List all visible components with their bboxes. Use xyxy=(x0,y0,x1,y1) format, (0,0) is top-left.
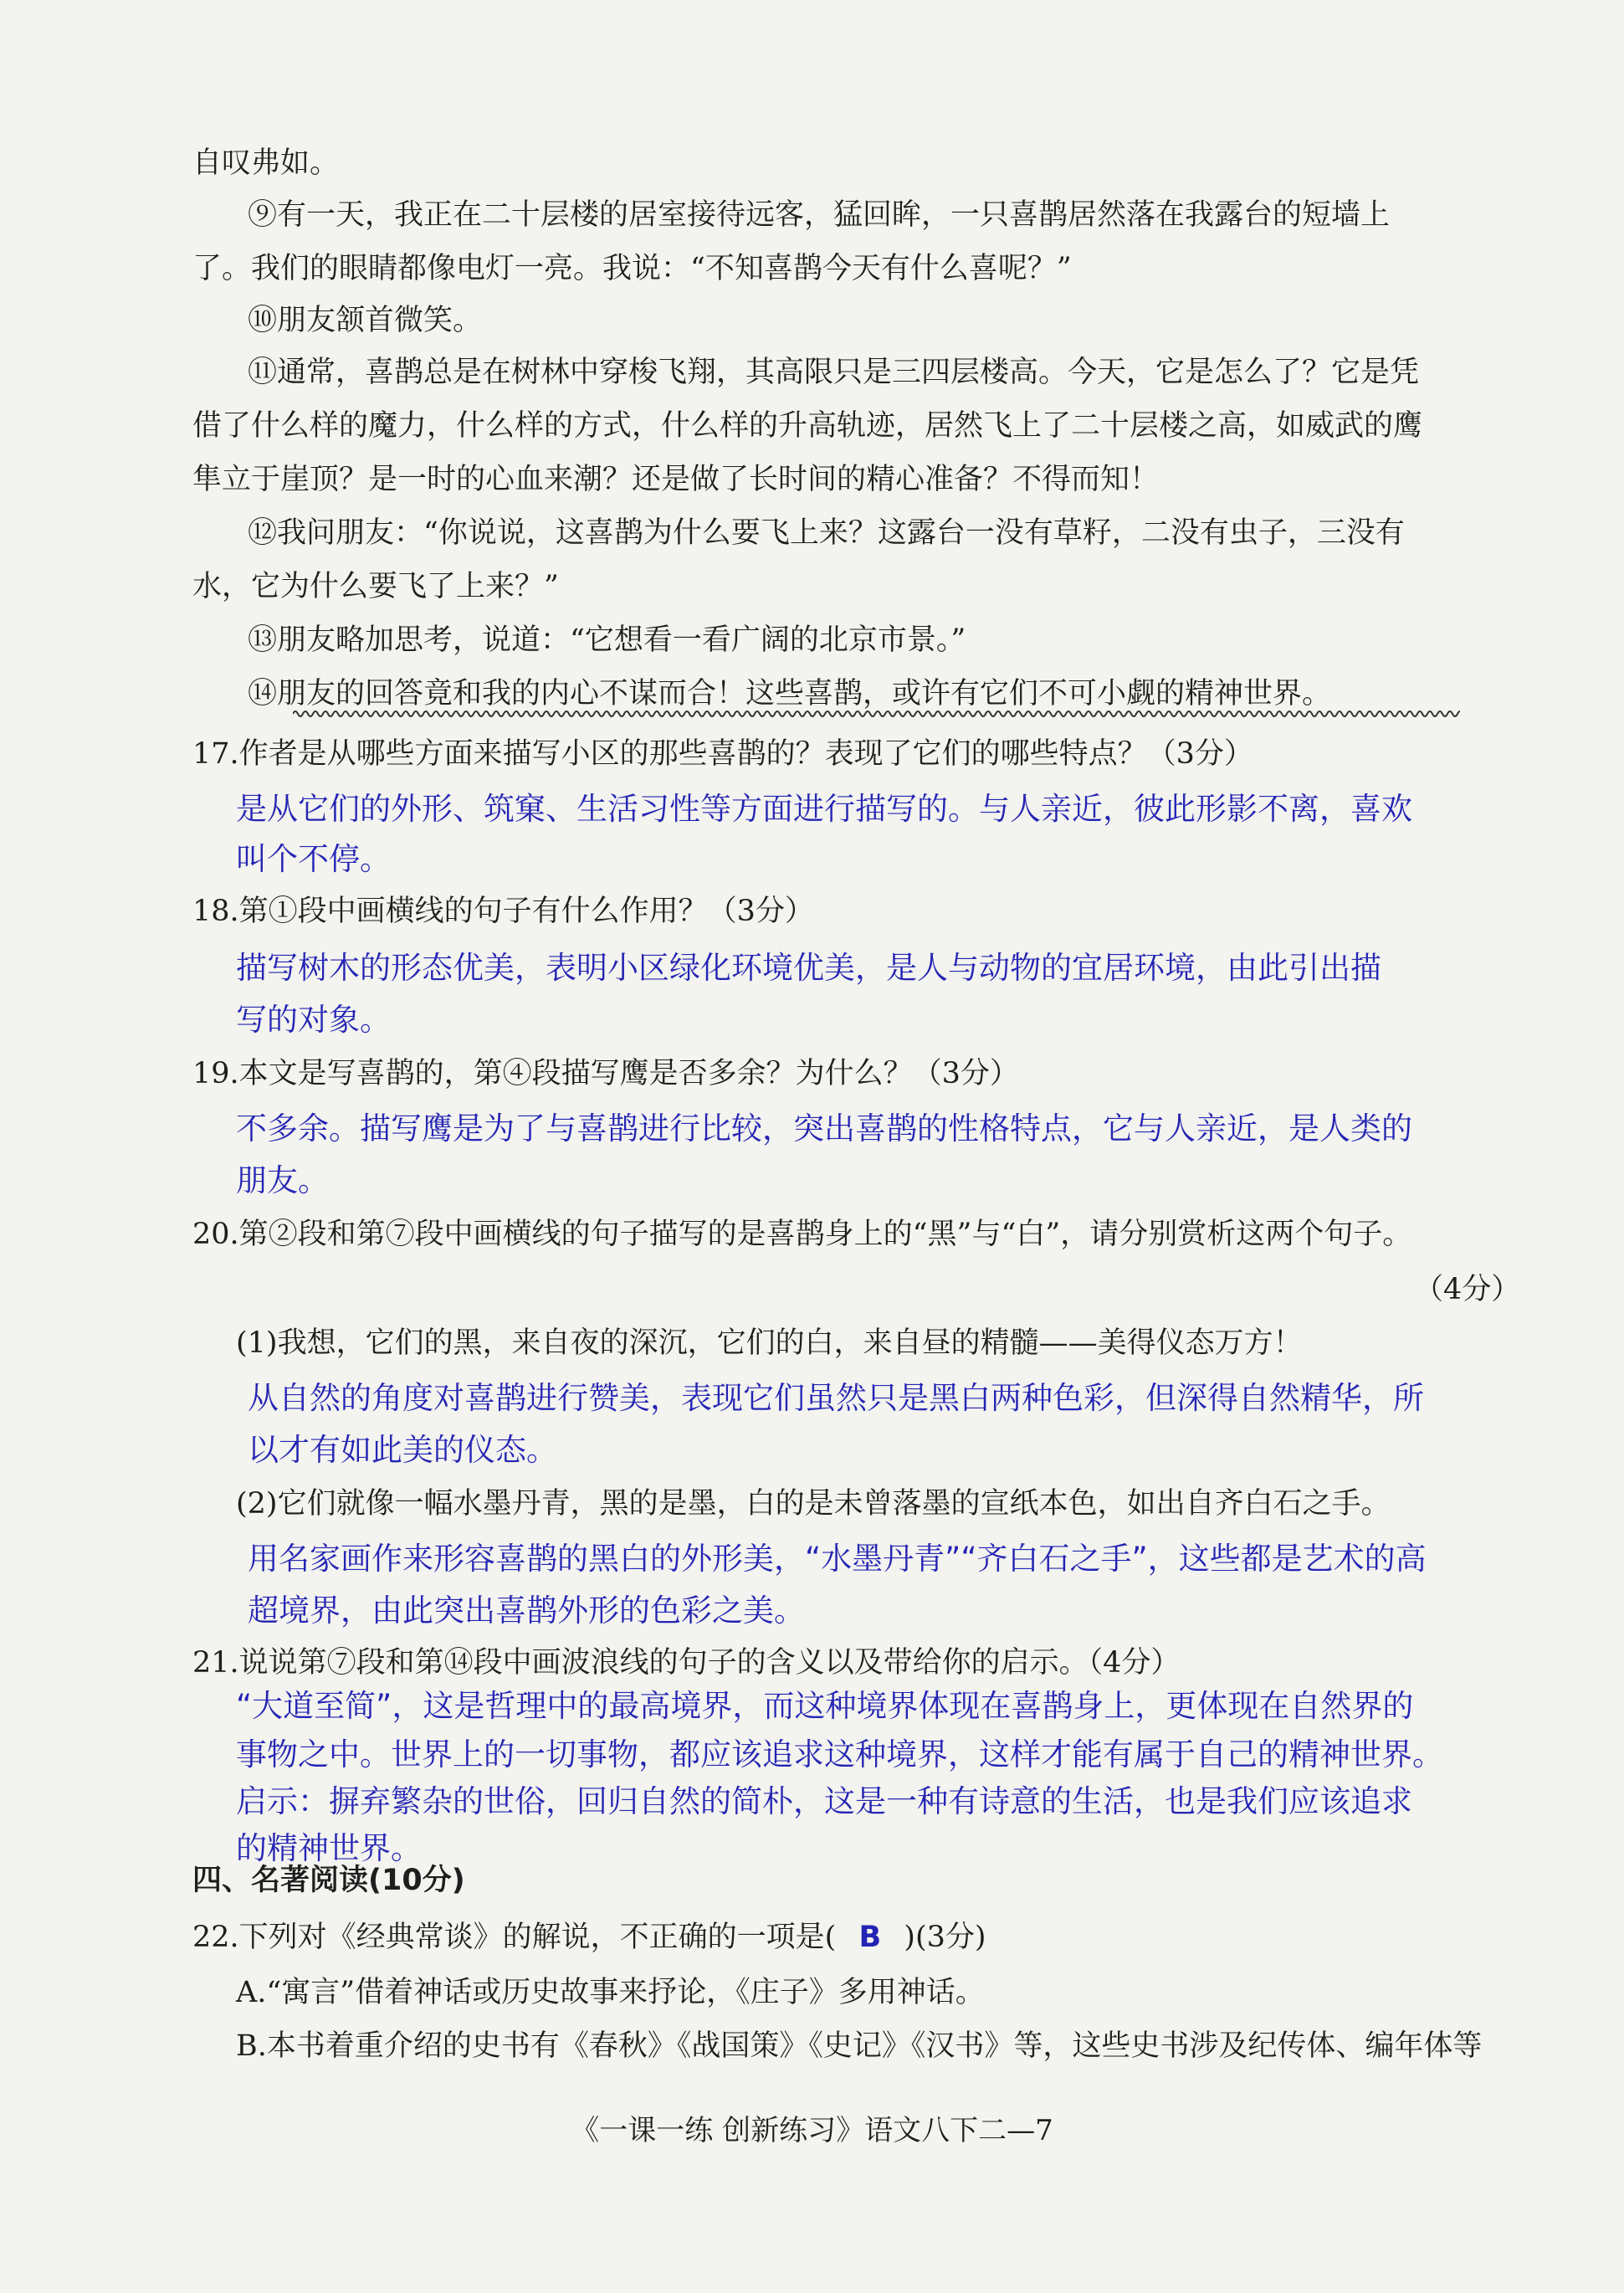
paragraph-9-cont: 了。我们的眼睛都像电灯一亮。我说：“不知喜鹊今天有什么喜呢？” xyxy=(192,252,1072,285)
question-20-score: （4分） xyxy=(1414,1273,1521,1306)
answer-19-cont: 朋友。 xyxy=(236,1162,329,1198)
section-heading: 四、名著阅读(10分) xyxy=(192,1864,465,1897)
answer-20-2-cont: 超境界，由此突出喜鹊外形的色彩之美。 xyxy=(248,1593,805,1629)
answer-21-cont: 事物之中。世界上的一切事物，都应该追求这种境界，这样才能有属于自己的精神世界。 xyxy=(236,1736,1443,1772)
wavy-underline-path xyxy=(293,711,1460,716)
answer-18-cont: 写的对象。 xyxy=(236,1002,391,1038)
option-a: A.“寓言”借着神话或历史故事来抒论，《庄子》多用神话。 xyxy=(236,1976,985,2009)
question-20: 20.第②段和第⑦段中画横线的句子描写的是喜鹊身上的“黑”与“白”，请分别赏析这两个句子。 xyxy=(192,1218,1412,1251)
question-20-sub1: (1)我想，它们的黑，来自夜的深沉，它们的白，来自昼的精髓——美得仪态万方！ xyxy=(236,1326,1303,1360)
passage-line: 自叹弗如。 xyxy=(192,146,340,180)
answer-18: 描写树木的形态优美，表明小区绿化环境优美，是人与动物的宜居环境，由此引出描 xyxy=(236,950,1381,986)
paragraph-11-cont: 隼立于崖顶？是一时的心血来潮？还是做了长时间的精心准备？不得而知！ xyxy=(192,463,1160,496)
question-22-text: 22.下列对《经典常谈》的解说，不正确的一项是( xyxy=(192,1921,837,1954)
answer-20-2: 用名家画作来形容喜鹊的黑白的外形美，“水墨丹青”“齐白石之手”，这些都是艺术的高 xyxy=(248,1541,1427,1577)
question-21: 21.说说第⑦段和第⑭段中画波浪线的句子的含义以及带给你的启示。（4分） xyxy=(192,1646,1181,1680)
answer-21: “大道至简”，这是哲理中的最高境界，而这种境界体现在喜鹊身上，更体现在自然界的 xyxy=(236,1688,1414,1724)
question-22-score: )(3分) xyxy=(904,1921,986,1954)
paragraph-12-cont: 水，它为什么要飞了上来？” xyxy=(192,570,559,603)
paragraph-11: ⑪通常，喜鹊总是在树林中穿梭飞翔，其高限只是三四层楼高。今天，它是怎么了？它是凭 xyxy=(248,356,1420,389)
question-18: 18.第①段中画横线的句子有什么作用？（3分） xyxy=(192,895,814,928)
wavy-underline xyxy=(293,709,1460,719)
option-b: B.本书着重介绍的史书有《春秋》《战国策》《史记》《汉书》等，这些史书涉及纪传体、编年体等 xyxy=(236,2029,1483,2063)
answer-19: 不多余。描写鹰是为了与喜鹊进行比较，突出喜鹊的性格特点，它与人亲近，是人类的 xyxy=(236,1111,1412,1146)
paragraph-13: ⑬朋友略加思考，说道：“它想看一看广阔的北京市景。” xyxy=(248,623,966,657)
answer-21-cont: 启示：摒弃繁杂的世俗，回归自然的简朴，这是一种有诗意的生活，也是我们应该追求 xyxy=(236,1783,1412,1819)
paragraph-9: ⑨有一天，我正在二十层楼的居室接待远客，猛回眸，一只喜鹊居然落在我露台的短墙上 xyxy=(248,198,1391,232)
question-20-sub2: (2)它们就像一幅水墨丹青，黑的是墨，白的是未曾落墨的宣纸本色，如出自齐白石之手。 xyxy=(236,1487,1391,1521)
paragraph-14: ⑭朋友的回答竟和我的内心不谋而合！这些喜鹊，或许有它们不可小觑的精神世界。 xyxy=(248,677,1332,710)
answer-21-cont: 的精神世界。 xyxy=(236,1830,422,1866)
paragraph-10: ⑩朋友颔首微笑。 xyxy=(248,304,483,337)
paragraph-11-cont: 借了什么样的魔力，什么样的方式，什么样的升高轨迹，居然飞上了二十层楼之高，如威武的鹰 xyxy=(192,409,1423,443)
question-17: 17.作者是从哪些方面来描写小区的那些喜鹊的？表现了它们的哪些特点？（3分） xyxy=(192,737,1253,771)
answer-20-1-cont: 以才有如此美的仪态。 xyxy=(248,1432,557,1468)
answer-20-1: 从自然的角度对喜鹊进行赞美，表现它们虽然只是黑白两种色彩，但深得自然精华，所 xyxy=(248,1380,1424,1416)
question-19: 19.本文是写喜鹊的，第④段描写鹰是否多余？为什么？（3分） xyxy=(192,1057,1019,1090)
page-footer: 《一课一练 创新练习》语文八下二—7 xyxy=(571,2114,1053,2147)
question-22 xyxy=(192,1916,986,1958)
answer-17-cont: 叫个不停。 xyxy=(236,841,391,877)
question-22-answer: B xyxy=(858,1921,882,1954)
paragraph-12: ⑫我问朋友：“你说说，这喜鹊为什么要飞上来？这露台一没有草籽，二没有虫子，三没有 xyxy=(248,516,1405,550)
answer-17: 是从它们的外形、筑窠、生活习性等方面进行描写的。与人亲近，彼此形影不离，喜欢 xyxy=(236,791,1412,827)
